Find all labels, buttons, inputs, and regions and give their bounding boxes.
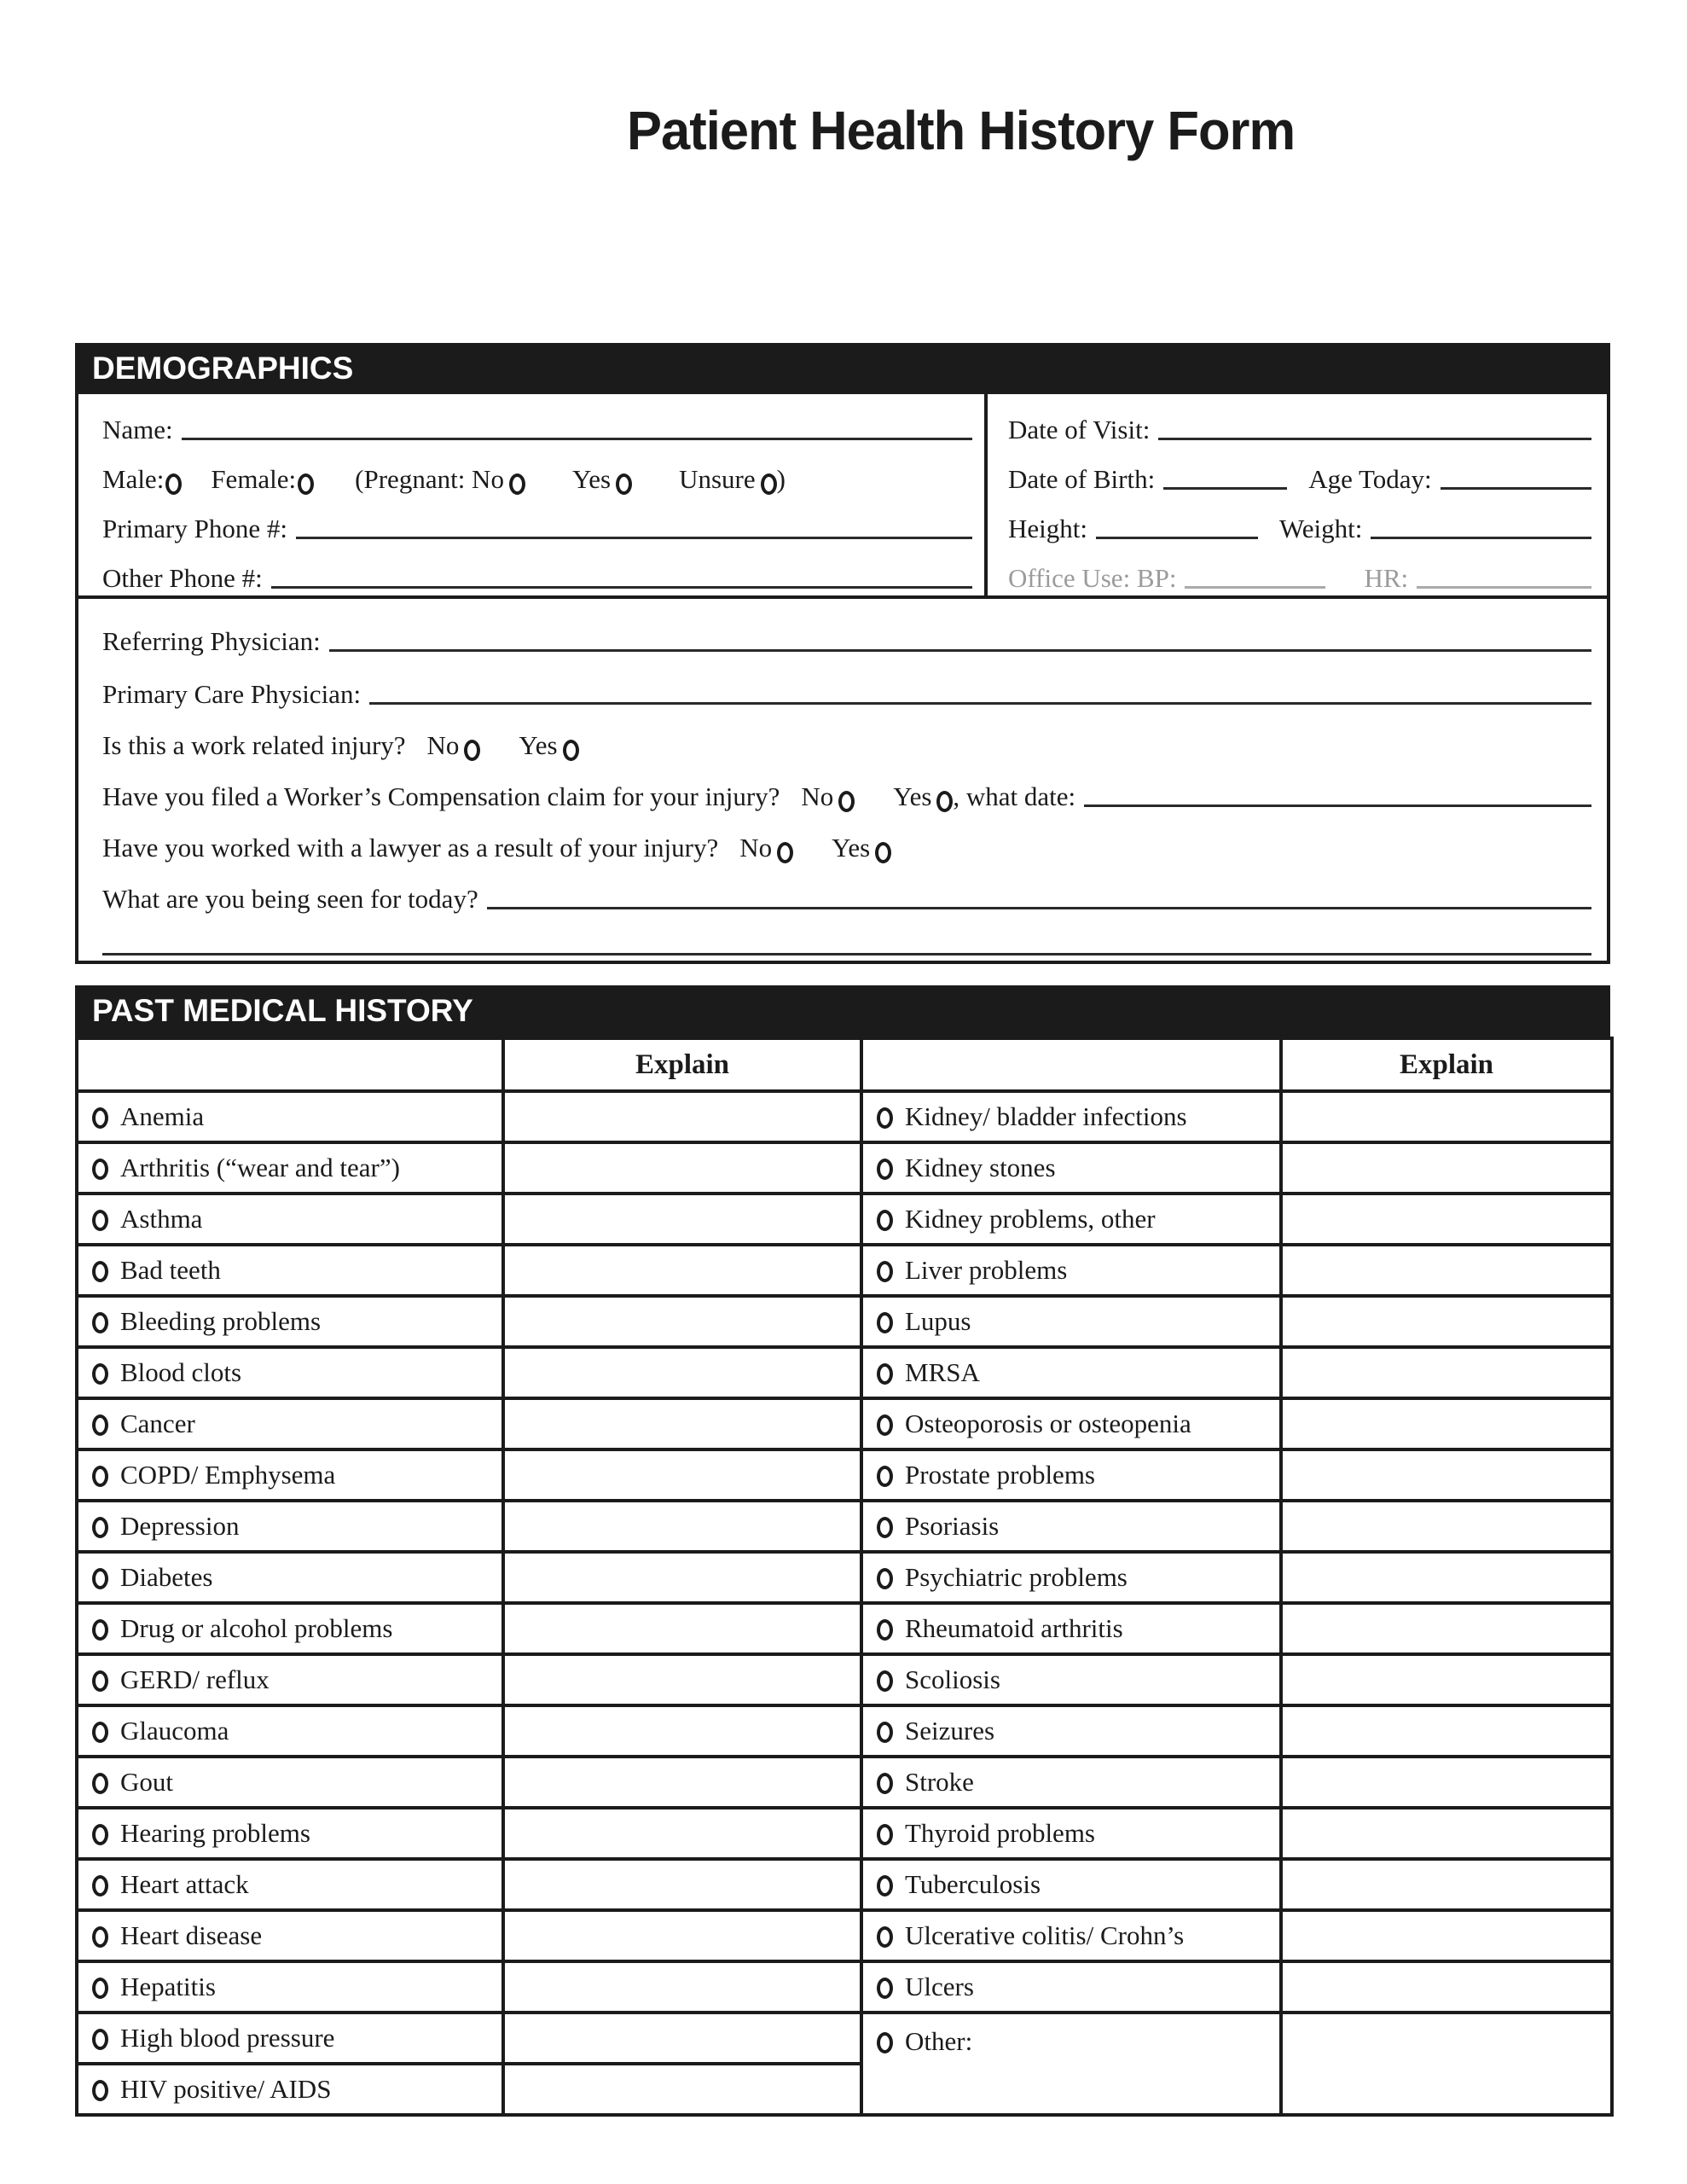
- height-weight-row: [1008, 495, 1591, 544]
- pregnant-no-label: (Pregnant: No: [355, 464, 504, 494]
- table-row: [77, 1705, 1612, 1757]
- condition-label: Kidney stones: [905, 1153, 1056, 1182]
- explain-field[interactable]: [1281, 1091, 1612, 1142]
- radio-scoliosis-icon[interactable]: [877, 1670, 893, 1692]
- demographics-columns: [78, 394, 1607, 595]
- work-injury-yes-label: Yes: [519, 730, 558, 760]
- radio-bleeding-problems-icon[interactable]: [92, 1312, 108, 1333]
- past-medical-history-section-header: PAST MEDICAL HISTORY: [75, 985, 1610, 1037]
- radio-ulcerative-colitis-icon[interactable]: [877, 1926, 893, 1948]
- explain-field[interactable]: [1281, 2013, 1612, 2115]
- explain-field[interactable]: [1281, 1757, 1612, 1808]
- condition-label: Other:: [905, 2026, 973, 2056]
- explain-field[interactable]: [1281, 1501, 1612, 1552]
- seen-today-input-line[interactable]: [487, 907, 1591, 909]
- condition-label: Thyroid problems: [905, 1818, 1095, 1848]
- condition-label: Kidney problems, other: [905, 1204, 1156, 1234]
- radio-seizures-icon[interactable]: [877, 1722, 893, 1743]
- work-injury-question: Is this a work related injury?: [102, 730, 406, 760]
- explain-field[interactable]: [503, 1654, 861, 1705]
- table-row: [77, 1654, 1612, 1705]
- table-row: [77, 1091, 1612, 1142]
- radio-glaucoma-icon[interactable]: [92, 1722, 108, 1743]
- explain-field[interactable]: [1281, 1296, 1612, 1347]
- height-label: Height:: [1008, 514, 1087, 543]
- seen-today-question-row: [102, 863, 1591, 915]
- condition-label: Cancer: [120, 1409, 195, 1438]
- explain-field[interactable]: [503, 2013, 861, 2064]
- radio-psychiatric-problems-icon[interactable]: [877, 1568, 893, 1589]
- table-row: [77, 1757, 1612, 1808]
- male-label: Male:: [102, 464, 165, 494]
- condition-label: High blood pressure: [120, 2023, 335, 2053]
- name-label: Name:: [102, 415, 173, 444]
- condition-header-right: [861, 1038, 1281, 1091]
- condition-header-left: [77, 1038, 503, 1091]
- male-radio-icon[interactable]: [165, 473, 182, 495]
- radio-hepatitis-icon[interactable]: [92, 1978, 108, 1999]
- referring-physician-label: Referring Physician:: [102, 626, 321, 656]
- condition-label: Blood clots: [120, 1357, 242, 1387]
- explain-field[interactable]: [503, 1808, 861, 1859]
- work-injury-yes-radio-icon[interactable]: [563, 740, 579, 761]
- referring-physician-row: [102, 604, 1591, 657]
- condition-label: GERD/ reflux: [120, 1664, 270, 1694]
- table-row: [77, 1449, 1612, 1501]
- explain-field[interactable]: [503, 1961, 861, 2013]
- date-of-birth-input-line[interactable]: [1163, 487, 1287, 490]
- radio-blood-clots-icon[interactable]: [92, 1363, 108, 1385]
- radio-kidney-stones-icon[interactable]: [877, 1159, 893, 1180]
- primary-phone-label: Primary Phone #:: [102, 514, 287, 543]
- explain-field[interactable]: [503, 1859, 861, 1910]
- work-injury-no-label: No: [426, 730, 460, 760]
- lawyer-question: Have you worked with a lawyer as a result of your injury?: [102, 833, 719, 863]
- condition-label: Depression: [120, 1511, 240, 1541]
- demographics-right-column: [988, 394, 1607, 595]
- explain-field[interactable]: [503, 1398, 861, 1449]
- condition-label: Anemia: [120, 1101, 205, 1131]
- radio-other-icon[interactable]: [877, 2032, 893, 2053]
- condition-label: Bleeding problems: [120, 1306, 322, 1336]
- table-row: [77, 1142, 1612, 1194]
- radio-kidney-bladder-infections-icon[interactable]: [877, 1107, 893, 1129]
- table-row: [77, 1296, 1612, 1347]
- explain-field[interactable]: [503, 1449, 861, 1501]
- explain-field[interactable]: [1281, 1194, 1612, 1245]
- radio-lupus-icon[interactable]: [877, 1312, 893, 1333]
- referring-physician-input-line[interactable]: [329, 649, 1591, 652]
- table-row: [77, 1603, 1612, 1654]
- table-row: [77, 1398, 1612, 1449]
- explain-field[interactable]: [1281, 1398, 1612, 1449]
- pregnant-yes-label: Yes: [571, 464, 612, 494]
- condition-label: MRSA: [905, 1357, 980, 1387]
- primary-care-physician-input-line[interactable]: [369, 702, 1591, 705]
- explain-header-left: Explain: [503, 1038, 861, 1091]
- explain-field[interactable]: [1281, 1603, 1612, 1654]
- condition-label: Hepatitis: [120, 1972, 216, 2001]
- lawyer-yes-label: Yes: [832, 833, 871, 863]
- primary-care-physician-label: Primary Care Physician:: [102, 679, 362, 709]
- lawyer-no-label: No: [739, 833, 773, 863]
- radio-high-blood-pressure-icon[interactable]: [92, 2029, 108, 2050]
- explain-field[interactable]: [503, 1552, 861, 1603]
- radio-cancer-icon[interactable]: [92, 1414, 108, 1436]
- page-title: Patient Health History Form: [627, 100, 1296, 161]
- condition-label: Heart disease: [120, 1920, 263, 1950]
- condition-label: Hearing problems: [120, 1818, 310, 1848]
- seen-today-input-line-2[interactable]: [102, 953, 1591, 956]
- office-use-row: [1008, 544, 1591, 594]
- female-radio-icon[interactable]: [298, 473, 314, 495]
- table-row: [77, 1859, 1612, 1910]
- other-phone-label: Other Phone #:: [102, 563, 263, 593]
- radio-liver-problems-icon[interactable]: [877, 1261, 893, 1282]
- table-row: [77, 1808, 1612, 1859]
- condition-label: Scoliosis: [905, 1664, 1000, 1694]
- office-use-bp-label: Office Use: BP:: [1008, 563, 1177, 593]
- table-row: [77, 1501, 1612, 1552]
- radio-rheumatoid-arthritis-icon[interactable]: [877, 1619, 893, 1641]
- condition-label: Ulcers: [905, 1972, 974, 2001]
- table-row: [77, 1194, 1612, 1245]
- bp-input-line[interactable]: [1185, 586, 1325, 589]
- seen-today-extra-row: [102, 915, 1591, 961]
- table-row: [77, 2013, 1612, 2064]
- workers-comp-question: Have you filed a Worker’s Compensation claim for your injury?: [102, 781, 780, 811]
- workers-comp-yes-label: Yes: [893, 781, 932, 811]
- explain-field[interactable]: [1281, 1654, 1612, 1705]
- radio-heart-disease-icon[interactable]: [92, 1926, 108, 1948]
- demographics-box: [75, 394, 1610, 964]
- lawyer-question-row: [102, 812, 1591, 863]
- radio-arthritis-icon[interactable]: [92, 1159, 108, 1180]
- work-injury-no-radio-icon[interactable]: [464, 740, 480, 761]
- table-header-row: [77, 1038, 1612, 1091]
- explain-field[interactable]: [1281, 1808, 1612, 1859]
- radio-copd-icon[interactable]: [92, 1466, 108, 1487]
- sex-row: [102, 445, 972, 495]
- date-of-visit-label: Date of Visit:: [1008, 415, 1151, 444]
- weight-input-line[interactable]: [1371, 537, 1591, 539]
- radio-gout-icon[interactable]: [92, 1773, 108, 1794]
- condition-label: Prostate problems: [905, 1460, 1095, 1490]
- condition-label: Lupus: [905, 1306, 971, 1336]
- radio-diabetes-icon[interactable]: [92, 1568, 108, 1589]
- explain-field[interactable]: [503, 1142, 861, 1194]
- explain-field[interactable]: [1281, 1910, 1612, 1961]
- radio-stroke-icon[interactable]: [877, 1773, 893, 1794]
- age-today-label: Age Today:: [1308, 464, 1432, 494]
- explain-field[interactable]: [503, 1757, 861, 1808]
- workers-comp-no-label: No: [801, 781, 834, 811]
- condition-label: Arthritis (“wear and tear”): [120, 1153, 400, 1182]
- condition-label: HIV positive/ AIDS: [120, 2074, 332, 2104]
- workers-comp-no-radio-icon[interactable]: [838, 791, 855, 812]
- hr-label: HR:: [1364, 563, 1409, 593]
- pregnant-yes-radio-icon[interactable]: [616, 473, 632, 495]
- condition-label: Tuberculosis: [905, 1869, 1041, 1899]
- past-medical-history-table: [75, 1037, 1614, 2117]
- condition-label: Ulcerative colitis/ Crohn’s: [905, 1920, 1185, 1950]
- condition-label: Liver problems: [905, 1255, 1068, 1285]
- explain-header-right: Explain: [1281, 1038, 1612, 1091]
- seen-today-question: What are you being seen for today?: [102, 884, 478, 914]
- table-row: [77, 1347, 1612, 1398]
- explain-field[interactable]: [503, 1910, 861, 1961]
- demographics-left-column: [78, 394, 988, 595]
- other-phone-row: [102, 544, 972, 594]
- date-of-visit-row: [1008, 396, 1591, 445]
- explain-field[interactable]: [503, 1603, 861, 1654]
- pregnant-no-radio-icon[interactable]: [509, 473, 525, 495]
- condition-label: Stroke: [905, 1767, 974, 1797]
- radio-bad-teeth-icon[interactable]: [92, 1261, 108, 1282]
- lawyer-no-radio-icon[interactable]: [777, 842, 793, 863]
- date-of-birth-row: [1008, 445, 1591, 495]
- radio-hiv-aids-icon[interactable]: [92, 2080, 108, 2101]
- pregnant-unsure-radio-icon[interactable]: [761, 473, 777, 495]
- explain-field[interactable]: [503, 1705, 861, 1757]
- workers-comp-yes-radio-icon[interactable]: [936, 791, 953, 812]
- explain-field[interactable]: [1281, 1142, 1612, 1194]
- radio-gerd-icon[interactable]: [92, 1670, 108, 1692]
- primary-phone-input-line[interactable]: [296, 537, 972, 539]
- pregnant-close-paren: ): [776, 464, 786, 494]
- radio-hearing-problems-icon[interactable]: [92, 1824, 108, 1845]
- name-row: [102, 396, 972, 445]
- radio-ulcers-icon[interactable]: [877, 1978, 893, 1999]
- weight-label: Weight:: [1279, 514, 1363, 543]
- condition-label: Psoriasis: [905, 1511, 1000, 1541]
- demographics-questions: [78, 595, 1607, 961]
- radio-prostate-problems-icon[interactable]: [877, 1466, 893, 1487]
- female-label: Female:: [211, 464, 297, 494]
- pregnant-unsure-label: Unsure: [679, 464, 756, 494]
- condition-label: Gout: [120, 1767, 173, 1797]
- primary-care-physician-row: [102, 657, 1591, 710]
- explain-field[interactable]: [1281, 1245, 1612, 1296]
- demographics-section-header: DEMOGRAPHICS: [75, 343, 1610, 394]
- workers-comp-question-row: [102, 761, 1591, 812]
- work-injury-question-row: [102, 710, 1591, 761]
- radio-thyroid-problems-icon[interactable]: [877, 1824, 893, 1845]
- what-date-input-line[interactable]: [1084, 804, 1591, 807]
- height-input-line[interactable]: [1096, 537, 1258, 539]
- table-row: [77, 1961, 1612, 2013]
- explain-field[interactable]: [1281, 1449, 1612, 1501]
- explain-field[interactable]: [503, 1501, 861, 1552]
- table-row: [77, 1910, 1612, 1961]
- radio-depression-icon[interactable]: [92, 1517, 108, 1538]
- name-input-line[interactable]: [182, 438, 972, 440]
- explain-field[interactable]: [503, 1194, 861, 1245]
- condition-label: Bad teeth: [120, 1255, 221, 1285]
- explain-field[interactable]: [1281, 1961, 1612, 2013]
- age-today-input-line[interactable]: [1441, 487, 1591, 490]
- explain-field[interactable]: [503, 2064, 861, 2115]
- explain-field[interactable]: [1281, 1552, 1612, 1603]
- radio-psoriasis-icon[interactable]: [877, 1517, 893, 1538]
- other-phone-input-line[interactable]: [271, 586, 972, 589]
- radio-asthma-icon[interactable]: [92, 1210, 108, 1231]
- radio-mrsa-icon[interactable]: [877, 1363, 893, 1385]
- table-row: [77, 1552, 1612, 1603]
- radio-osteoporosis-icon[interactable]: [877, 1414, 893, 1436]
- radio-anemia-icon[interactable]: [92, 1107, 108, 1129]
- date-of-visit-input-line[interactable]: [1158, 438, 1591, 440]
- condition-label: Rheumatoid arthritis: [905, 1613, 1123, 1643]
- radio-drug-alcohol-icon[interactable]: [92, 1619, 108, 1641]
- explain-field[interactable]: [1281, 1347, 1612, 1398]
- condition-label: Diabetes: [120, 1562, 213, 1592]
- radio-kidney-problems-other-icon[interactable]: [877, 1210, 893, 1231]
- explain-field[interactable]: [503, 1245, 861, 1296]
- radio-tuberculosis-icon[interactable]: [877, 1875, 893, 1896]
- date-of-birth-label: Date of Birth:: [1008, 464, 1156, 494]
- condition-label: Seizures: [905, 1716, 995, 1745]
- what-date-label: , what date:: [953, 781, 1076, 811]
- condition-label: Osteoporosis or osteopenia: [905, 1409, 1191, 1438]
- condition-label: COPD/ Emphysema: [120, 1460, 336, 1490]
- condition-label: Heart attack: [120, 1869, 249, 1899]
- table-row: [77, 1245, 1612, 1296]
- explain-field[interactable]: [1281, 1859, 1612, 1910]
- explain-field[interactable]: [503, 1347, 861, 1398]
- hr-input-line[interactable]: [1417, 586, 1591, 589]
- primary-phone-row: [102, 495, 972, 544]
- condition-label: Glaucoma: [120, 1716, 229, 1745]
- condition-label: Kidney/ bladder infections: [905, 1101, 1187, 1131]
- explain-field[interactable]: [503, 1296, 861, 1347]
- condition-label: Asthma: [120, 1204, 203, 1234]
- radio-heart-attack-icon[interactable]: [92, 1875, 108, 1896]
- condition-label: Drug or alcohol problems: [120, 1613, 393, 1643]
- explain-field[interactable]: [503, 1091, 861, 1142]
- explain-field[interactable]: [1281, 1705, 1612, 1757]
- lawyer-yes-radio-icon[interactable]: [875, 842, 891, 863]
- condition-label: Psychiatric problems: [905, 1562, 1128, 1592]
